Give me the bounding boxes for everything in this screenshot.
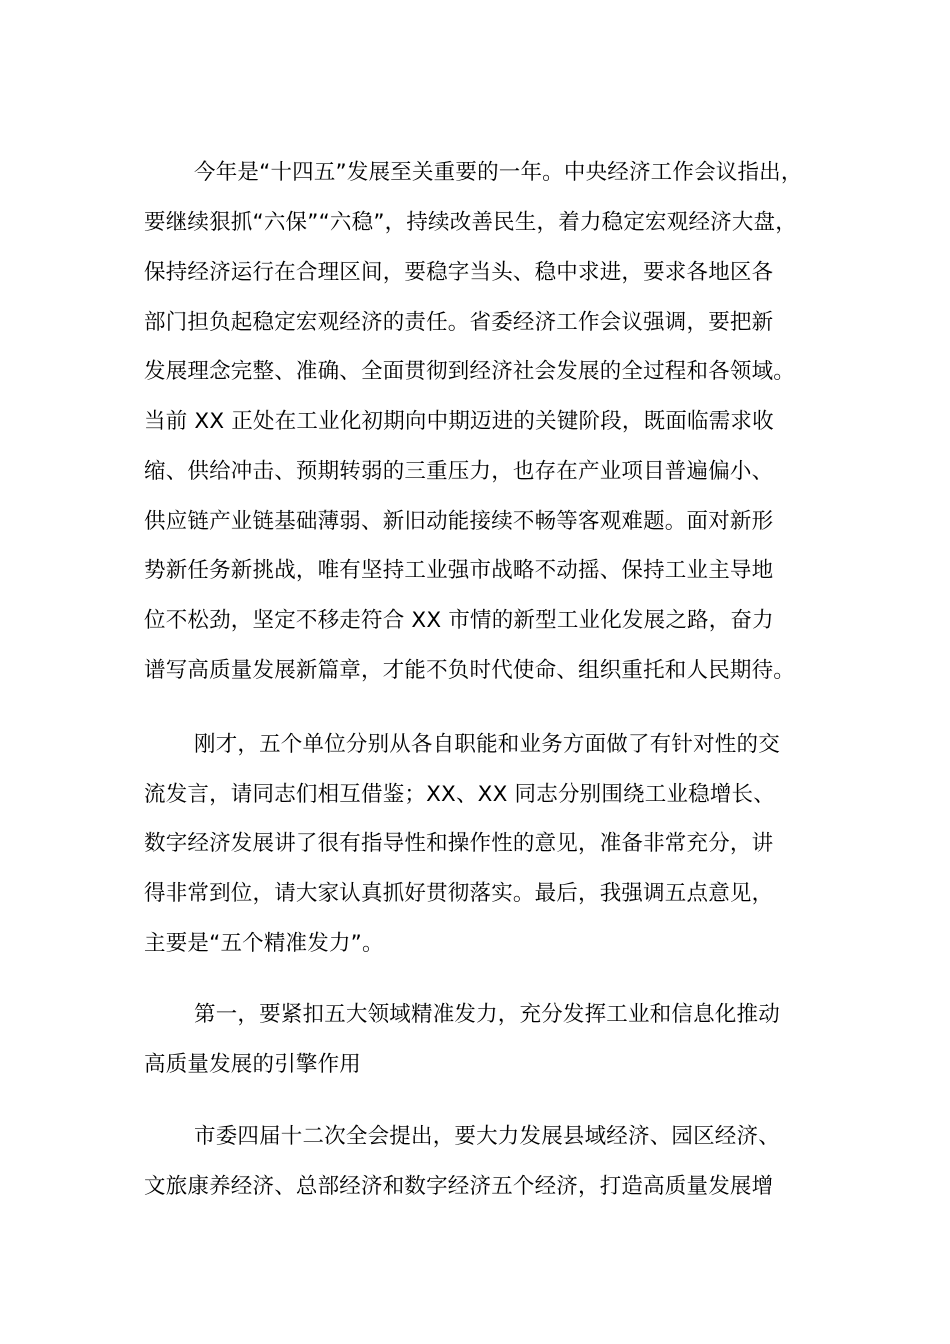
paragraph-3-line-2: 高质量发展的引擎作用 [144,1052,362,1077]
paragraph-2-line-1: 刚才，五个单位分别从各自职能和业务方面做了有针对性的交 [194,732,780,757]
paragraph-1-line-9: 势新任务新挑战，唯有坚持工业强市战略不动摇、保持工业主导地 [144,558,774,583]
paragraph-2-line-2: 流发言，请同志们相互借鉴；XX、XX 同志分别围绕工业稳增长、 [144,782,775,807]
paragraph-1-line-3: 保持经济运行在合理区间，要稳字当头、稳中求进，要求各地区各 [144,260,774,285]
paragraph-3-line-1: 第一，要紧扣五大领域精准发力，充分发挥工业和信息化推动 [194,1002,780,1027]
paragraph-1-line-8: 供应链产业链基础薄弱、新旧动能接续不畅等客观难题。面对新形 [144,509,774,534]
paragraph-2-line-5: 主要是“五个精准发力”。 [144,931,384,956]
paragraph-2-line-3: 数字经济发展讲了很有指导性和操作性的意见，准备非常充分，讲 [144,831,774,856]
paragraph-4-line-1: 市委四届十二次全会提出，要大力发展县域经济、园区经济、 [194,1124,780,1149]
paragraph-1-line-10: 位不松劲，坚定不移走符合 XX 市情的新型工业化发展之路，奋力 [144,608,774,633]
paragraph-4-line-2: 文旅康养经济、总部经济和数字经济五个经济，打造高质量发展增 [144,1174,774,1199]
paragraph-1-line-7: 缩、供给冲击、预期转弱的三重压力，也存在产业项目普遍偏小、 [144,459,774,484]
paragraph-1-line-5: 发展理念完整、准确、全面贯彻到经济社会发展的全过程和各领域。 [144,359,796,384]
paragraph-1-line-6: 当前 XX 正处在工业化初期向中期迈进的关键阶段，既面临需求收 [144,409,774,434]
paragraph-1-line-2: 要继续狠抓“六保”“六稳”，持续改善民生，着力稳定宏观经济大盘， [144,210,797,235]
paragraph-1-line-4: 部门担负起稳定宏观经济的责任。省委经济工作会议强调，要把新 [144,310,774,335]
paragraph-1-line-11: 谱写高质量发展新篇章，才能不负时代使命、组织重托和人民期待。 [144,658,796,683]
paragraph-1-line-1: 今年是“十四五”发展至关重要的一年。中央经济工作会议指出， [194,160,803,185]
paragraph-2-line-4: 得非常到位，请大家认真抓好贯彻落实。最后，我强调五点意见， [144,881,774,906]
